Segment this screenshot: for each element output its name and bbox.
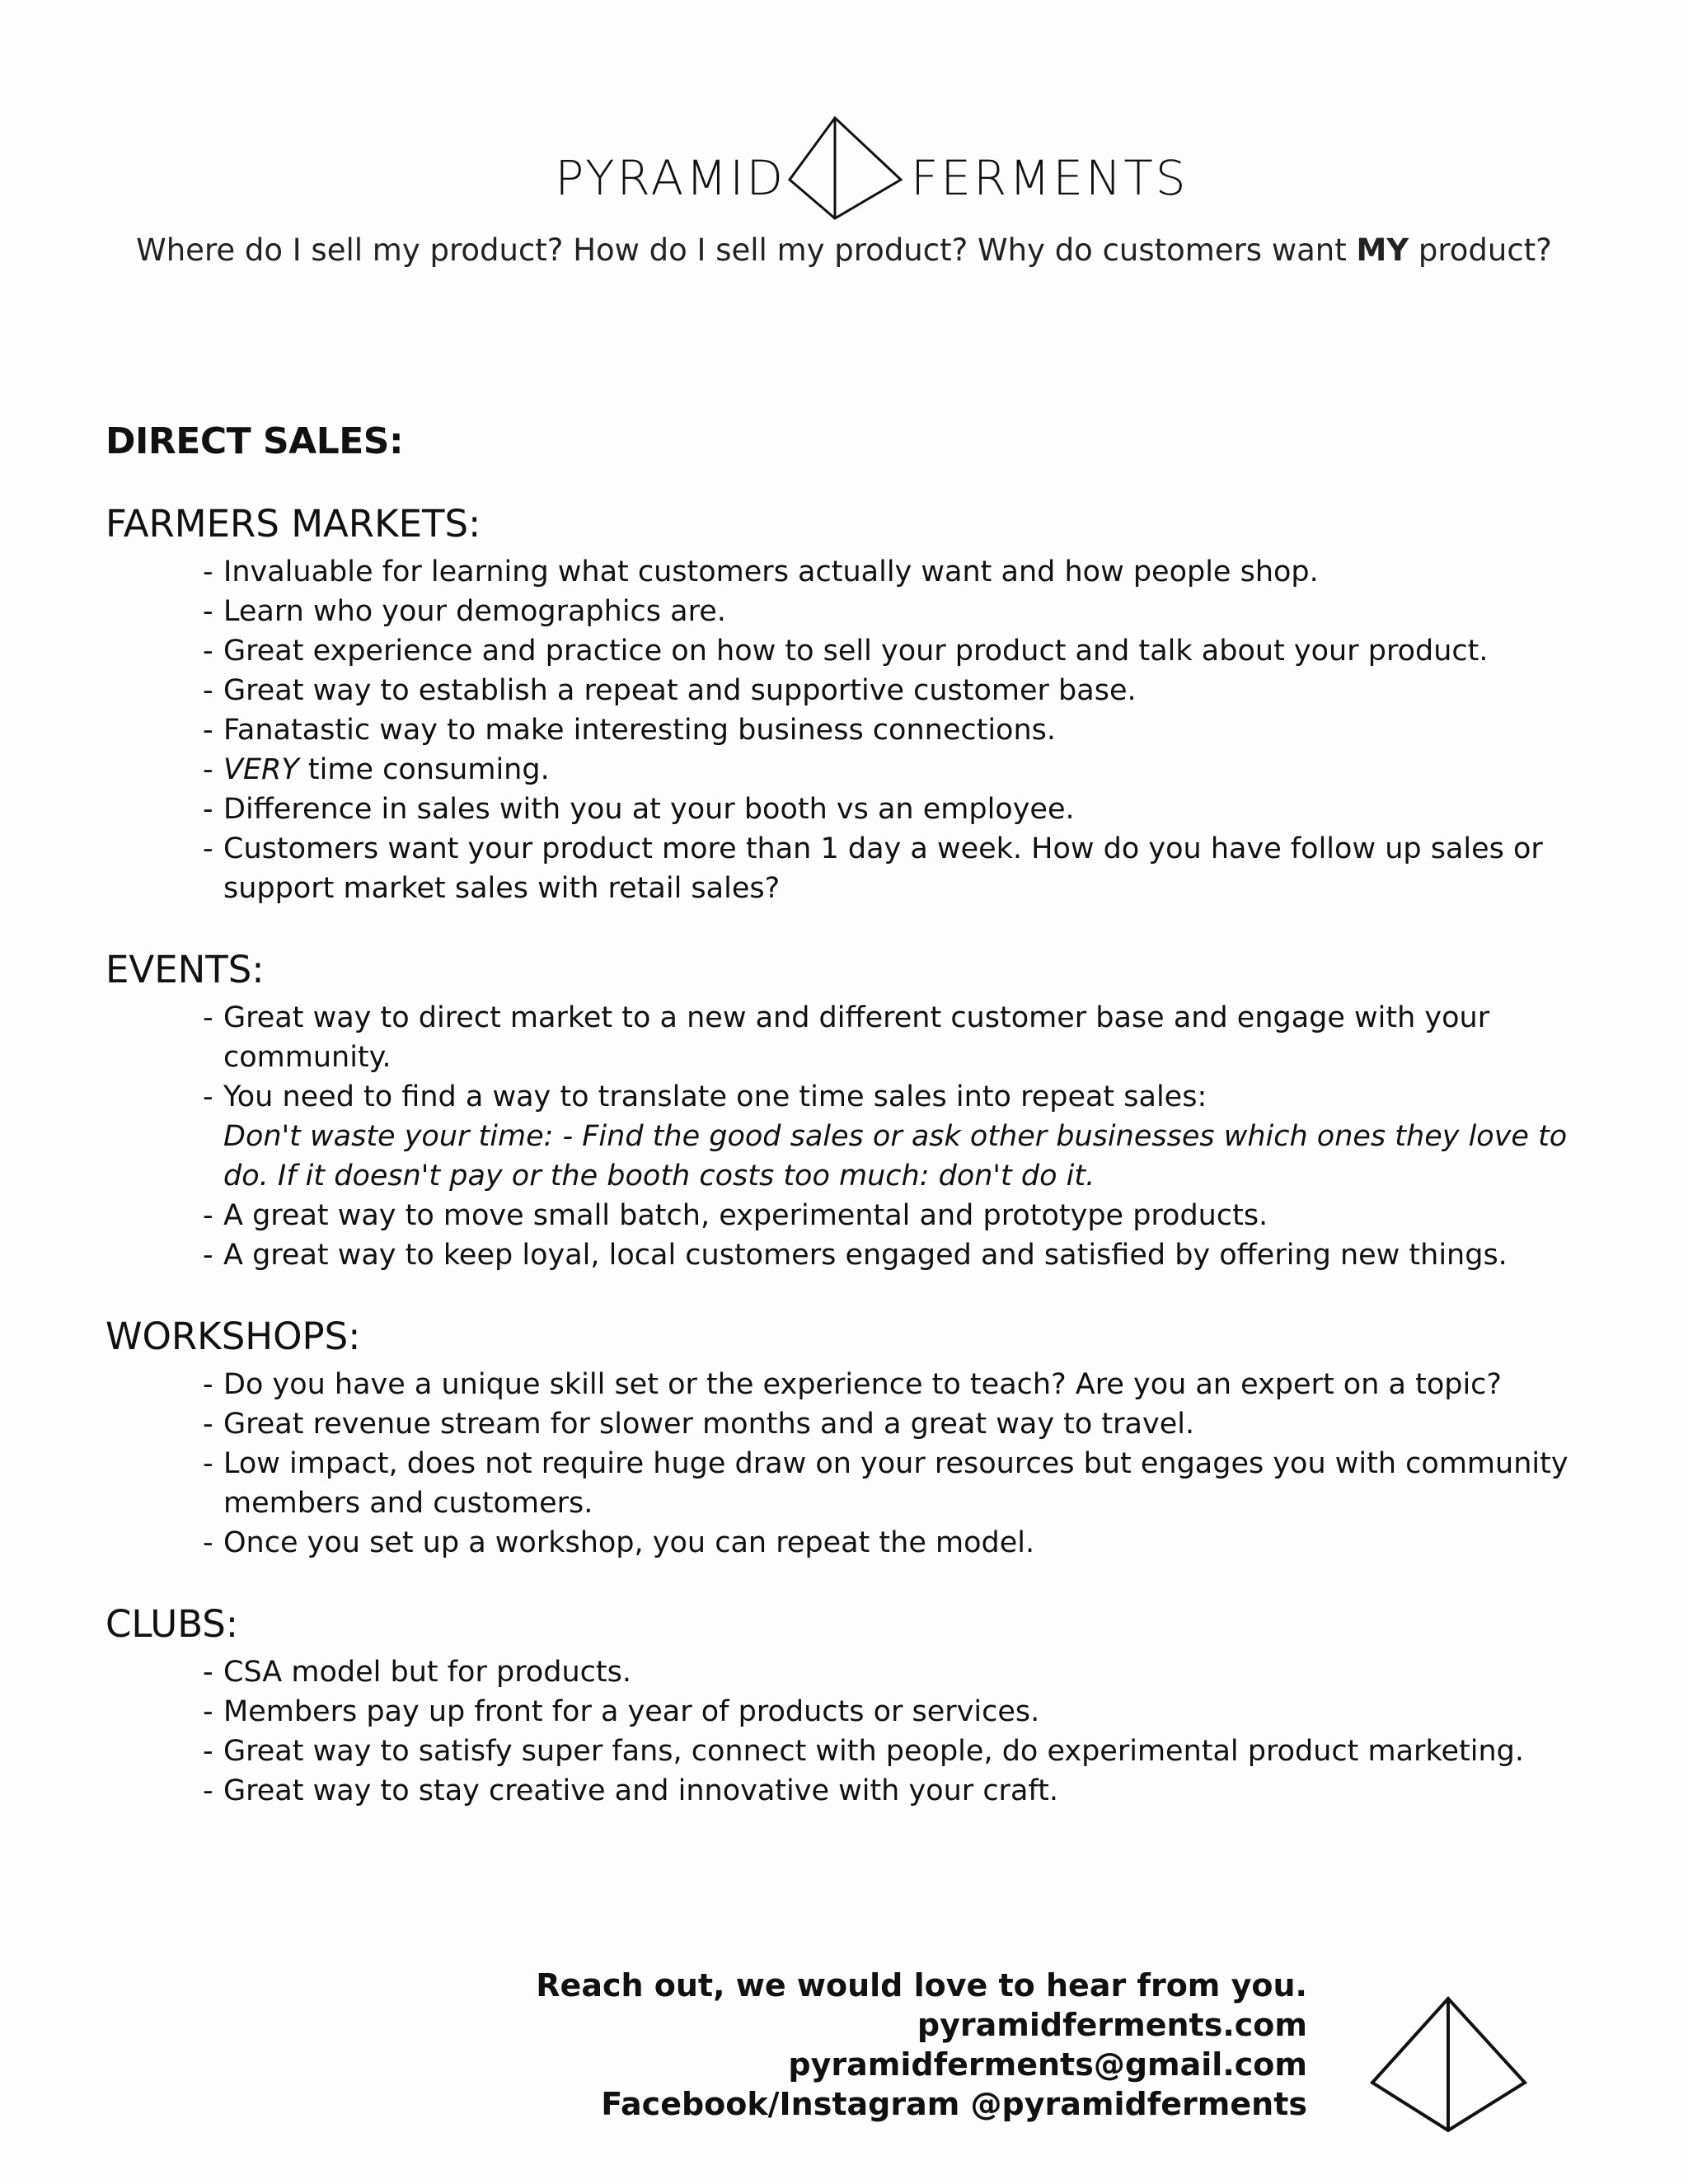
list-item: - You need to find a way to translate one time sales into repeat sales: (203, 1077, 1606, 1117)
main-heading: DIRECT SALES: (106, 420, 404, 462)
contact-invite: Reach out, we would love to hear from you. (536, 1967, 1307, 2004)
section-events (106, 948, 1606, 1275)
email-link[interactable]: pyramidferments@gmail.com (788, 2046, 1307, 2083)
list-item: - Do you have a unique skill set or the experience to teach? Are you an expert on a topic? (203, 1365, 1606, 1404)
list-item: - Customers want your product more than 1 day a week. How do you have follow up sales or support market sales with retail sales? (203, 829, 1606, 908)
list-item: - Great way to stay creative and innovative with your craft. (203, 1771, 1606, 1811)
section-title: EVENTS: (106, 948, 265, 991)
header (0, 115, 1688, 231)
section-title: FARMERS MARKETS: (106, 502, 481, 546)
brand-name-left: PYRAMID (555, 150, 785, 206)
social-handle: Facebook/Instagram @pyramidferments (601, 2086, 1307, 2122)
tagline: Where do I sell my product? How do I sell my product? Why do customers want MY product? (136, 232, 1552, 268)
list-item: - Low impact, does not require huge draw on your resources but engages you with community members and customers. (203, 1444, 1606, 1523)
bullet-list (106, 1652, 1606, 1811)
pyramid-icon (1368, 1994, 1529, 2135)
list-item: - CSA model but for products. (203, 1652, 1606, 1692)
brand-name-right: FERMENTS (911, 150, 1189, 206)
italic-note: Don't waste your time: - Find the good sales or ask other businesses which ones they love to do. If it doesn't pay or the booth costs too much: don't do it. (223, 1120, 1568, 1193)
list-item: - Great way to direct market to a new and different customer base and engage with your community. (203, 998, 1606, 1077)
list-item: - Fanatastic way to make interesting business connections. (203, 710, 1606, 750)
list-item: - Learn who your demographics are. (203, 592, 1606, 631)
list-item: - Members pay up front for a year of products or services. (203, 1692, 1606, 1732)
website-link[interactable]: pyramidferments.com (917, 2007, 1307, 2043)
list-item: - Great revenue stream for slower months and a great way to travel. (203, 1404, 1606, 1444)
bullet-list (106, 552, 1606, 908)
list-item: - Difference in sales with you at your booth vs an employee. (203, 790, 1606, 829)
list-item: - VERY time consuming. (203, 750, 1606, 790)
section-title: WORKSHOPS: (106, 1315, 361, 1358)
bullet-list (106, 1365, 1606, 1563)
pyramid-icon (785, 115, 905, 223)
list-item: - Great way to establish a repeat and supportive customer base. (203, 671, 1606, 710)
bullet-list (106, 1196, 1606, 1275)
content (106, 420, 1606, 1850)
list-item: - A great way to move small batch, experimental and prototype products. (203, 1196, 1606, 1235)
contact-block (536, 1966, 1307, 2124)
list-item: - Great experience and practice on how to sell your product and talk about your product. (203, 631, 1606, 671)
list-item: - Great way to satisfy super fans, connect with people, do experimental product marketing. (203, 1732, 1606, 1771)
bullet-list (106, 998, 1606, 1117)
list-item: - A great way to keep loyal, local customers engaged and satisfied by offering new things. (203, 1235, 1606, 1275)
section-farmers-markets (106, 502, 1606, 908)
section-title: CLUBS: (106, 1602, 238, 1646)
emphasis-text: VERY (223, 753, 299, 786)
section-clubs (106, 1602, 1606, 1811)
list-item: - Once you set up a workshop, you can repeat the model. (203, 1523, 1606, 1563)
list-item: - Invaluable for learning what customers actually want and how people shop. (203, 552, 1606, 592)
section-workshops (106, 1315, 1606, 1563)
